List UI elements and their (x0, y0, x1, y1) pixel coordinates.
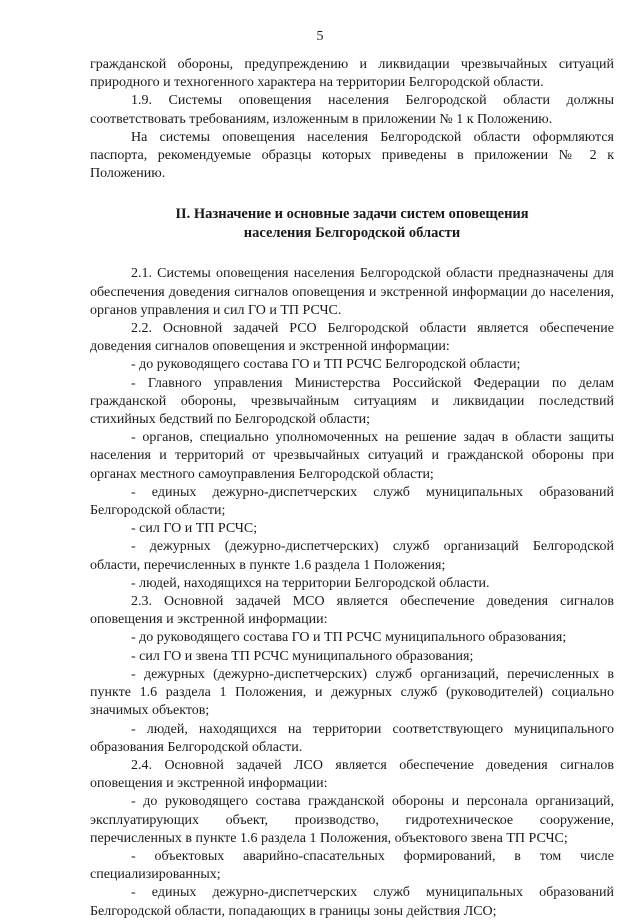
section-heading-line-1: II. Назначение и основные задачи систем оповещения (175, 206, 529, 223)
paragraph: - единых дежурно-диспетчерских служб муниципальных образований Белгородской области, попадающих в границы зоны действия ЛСО; (90, 885, 614, 919)
section-heading-line-2: населения Белгородской области (243, 225, 461, 242)
paragraph: - объектовых аварийно-спасательных формирований, в том числе специализированных; (90, 848, 614, 883)
paragraph: - сил ГО и звена ТП РСЧС муниципального образования; (131, 648, 474, 664)
page-number: 5 (316, 29, 324, 44)
paragraph: - до руководящего состава ГО и ТП РСЧС Белгородской области; (131, 357, 521, 373)
paragraph: - людей, находящихся на территории соответствующего муниципального образования Белгородской области. (90, 721, 614, 755)
paragraph: 2.3. Основной задачей МСО является обеспечение доведения сигналов оповещения и экстренной информации: (90, 594, 614, 628)
paragraph: - сил ГО и ТП РСЧС; (131, 521, 258, 537)
section-intro-paragraphs (90, 56, 614, 183)
section-ii-paragraphs (90, 265, 614, 920)
paragraph: 1.9. Системы оповещения населения Белгородской области должны соответствовать требованиям, изложенным в приложении № 1 к Положению. (90, 93, 614, 127)
paragraph: 2.4. Основной задачей ЛСО является обеспечение доведения сигналов оповещения и экстренной информации: (90, 757, 614, 792)
paragraph: - органов, специально уполномоченных на решение задач в области защиты населения и территорий от чрезвычайных ситуаций и гражданской обороны при органах местного самоуправления Белгородской области; (90, 430, 614, 482)
paragraph: - до руководящего состава ГО и ТП РСЧС муниципального образования; (131, 630, 567, 646)
paragraph: - людей, находящихся на территории Белгородской области. (131, 575, 490, 591)
paragraph: - Главного управления Министерства Российской Федерации по делам гражданской обороны, чрезвычайным ситуациям и ликвидации последствий стихийных бедствий по Белгородской области; (90, 375, 614, 428)
section-heading (90, 205, 614, 243)
paragraph: - единых дежурно-диспетчерских служб муниципальных образований Белгородской области; (90, 484, 614, 519)
document-body (90, 56, 614, 921)
paragraph: - до руководящего состава гражданской обороны и персонала организаций, эксплуатирующих объект, производство, гидротехническое сооружение, перечисленных в пункте 1.6 раздела 1 Положения, объектового звена ТП РСЧС; (90, 794, 614, 846)
paragraph: 2.2. Основной задачей РСО Белгородской области является обеспечение доведения сигналов оповещения и экстренной информации: (90, 321, 614, 355)
paragraph: гражданской обороны, предупреждению и ликвидации чрезвычайных ситуаций природного и техногенного характера на территории Белгородской области. (90, 57, 614, 91)
paragraph: - дежурных (дежурно-диспетчерских) служб организаций Белгородской области, перечисленных в пункте 1.6 раздела 1 Положения; (90, 539, 614, 573)
paragraph: На системы оповещения населения Белгородской области оформляются паспорта, рекомендуемые образцы которых приведены в приложении № 2 к Положению. (90, 129, 614, 182)
paragraph: - дежурных (дежурно-диспетчерских) служб организаций, перечисленных в пункте 1.6 раздела 1 Положения, и дежурных служб (руководителей) социально значимых объектов; (90, 666, 614, 719)
paragraph: 2.1. Системы оповещения населения Белгородской области предназначены для обеспечения доведения сигналов оповещения и экстренной информации до населения, органов управления и сил ГО и ТП РСЧС. (90, 266, 614, 318)
